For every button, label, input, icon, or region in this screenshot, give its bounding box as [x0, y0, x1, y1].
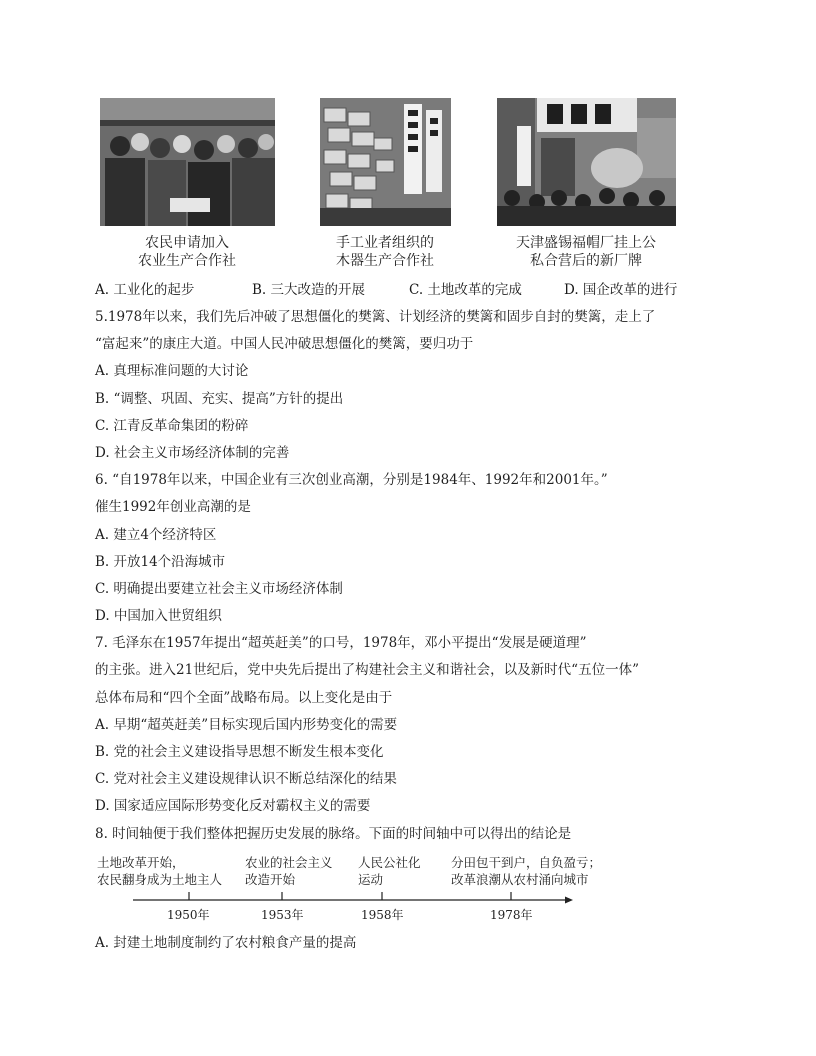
- option-d: D. 国企改革的进行: [564, 282, 678, 298]
- timeline-event-line: 改造开始: [245, 872, 296, 887]
- timeline-arrow-icon: [565, 897, 573, 904]
- option-b: B. “调整、巩固、充实、提高”方针的提出: [95, 391, 344, 407]
- timeline-event-line: 运动: [358, 872, 384, 887]
- timeline-year: 1958年: [361, 908, 404, 922]
- caption-line: 天津盛锡福帽厂挂上公: [516, 235, 656, 251]
- caption-line: 农民申请加入: [145, 235, 229, 251]
- question-stem: 催生1992年创业高潮的是: [95, 499, 251, 515]
- question-stem: 的主张。进入21世纪后，党中央先后提出了构建社会主义和谐社会，以及新时代“五位一体”: [95, 662, 639, 678]
- option-d: D. 社会主义市场经济体制的完善: [95, 445, 290, 461]
- caption-line: 手工业者组织的: [336, 235, 434, 251]
- option-b: B. 三大改造的开展: [252, 282, 366, 298]
- option-b: B. 开放14个沿海城市: [95, 554, 226, 570]
- question-stem: 8. 时间轴便于我们整体把握历史发展的脉络。下面的时间轴中可以得出的结论是: [95, 826, 572, 842]
- timeline-event-line: 改革浪潮从农村涌向城市: [451, 872, 589, 887]
- option-a: A. 建立4个经济特区: [95, 527, 217, 543]
- question-stem: 5.1978年以来，我们先后冲破了思想僵化的樊篱、计划经济的樊篱和固步自封的樊篱，走上了: [95, 309, 656, 325]
- question-stem: 总体布局和“四个全面”战略布局。以上变化是由于: [95, 690, 393, 706]
- history-timeline: [95, 852, 602, 928]
- option-d: D. 中国加入世贸组织: [95, 608, 222, 624]
- photo-caption: [117, 234, 257, 270]
- option-a: A. 封建土地制度制约了农村粮食产量的提高: [95, 935, 357, 951]
- option-d: D. 国家适应国际形势变化反对霸权主义的需要: [95, 798, 371, 814]
- caption-line: 私合营后的新厂牌: [530, 253, 642, 269]
- option-a: A. 真理标准问题的大讨论: [95, 363, 249, 379]
- question-stem: “富起来”的康庄大道。中国人民冲破思想僵化的樊篱，要归功于: [95, 336, 474, 352]
- timeline-event-line: 分田包干到户，自负盈亏；: [451, 855, 602, 870]
- option-b: B. 党的社会主义建设指导思想不断发生根本变化: [95, 744, 384, 760]
- timeline-year: 1953年: [261, 908, 304, 922]
- option-a: A. 工业化的起步: [95, 282, 195, 298]
- photo-farmers-cooperative: [100, 98, 275, 226]
- option-c: C. 明确提出要建立社会主义市场经济体制: [95, 581, 343, 597]
- timeline-year: 1950年: [167, 908, 210, 922]
- photo-tianjin-hat-factory: [497, 98, 676, 226]
- timeline-event-line: 农业的社会主义: [245, 855, 333, 870]
- photo-handicraft-cooperative: [320, 98, 451, 226]
- option-a: A. 早期“超英赶美”目标实现后国内形势变化的需要: [95, 717, 398, 733]
- option-c: C. 江青反革命集团的粉碎: [95, 418, 249, 434]
- option-c: C. 土地改革的完成: [409, 282, 522, 298]
- timeline-event-line: 人民公社化: [358, 855, 421, 870]
- option-c: C. 党对社会主义建设规律认识不断总结深化的结果: [95, 771, 397, 787]
- caption-line: 农业生产合作社: [138, 253, 236, 269]
- question-stem: 7. 毛泽东在1957年提出“超英赶美”的口号，1978年，邓小平提出“发展是硬道理”: [95, 635, 587, 651]
- timeline-event-line: 农民翻身成为土地主人: [97, 872, 223, 887]
- question-stem: 6. “自1978年以来，中国企业有三次创业高潮，分别是1984年、1992年和2001年。”: [95, 472, 608, 488]
- photo-caption: [496, 234, 676, 270]
- photo-caption: [315, 234, 455, 270]
- timeline-event-line: 土地改革开始，: [97, 855, 185, 870]
- caption-line: 木器生产合作社: [336, 253, 434, 269]
- timeline-year: 1978年: [490, 908, 533, 922]
